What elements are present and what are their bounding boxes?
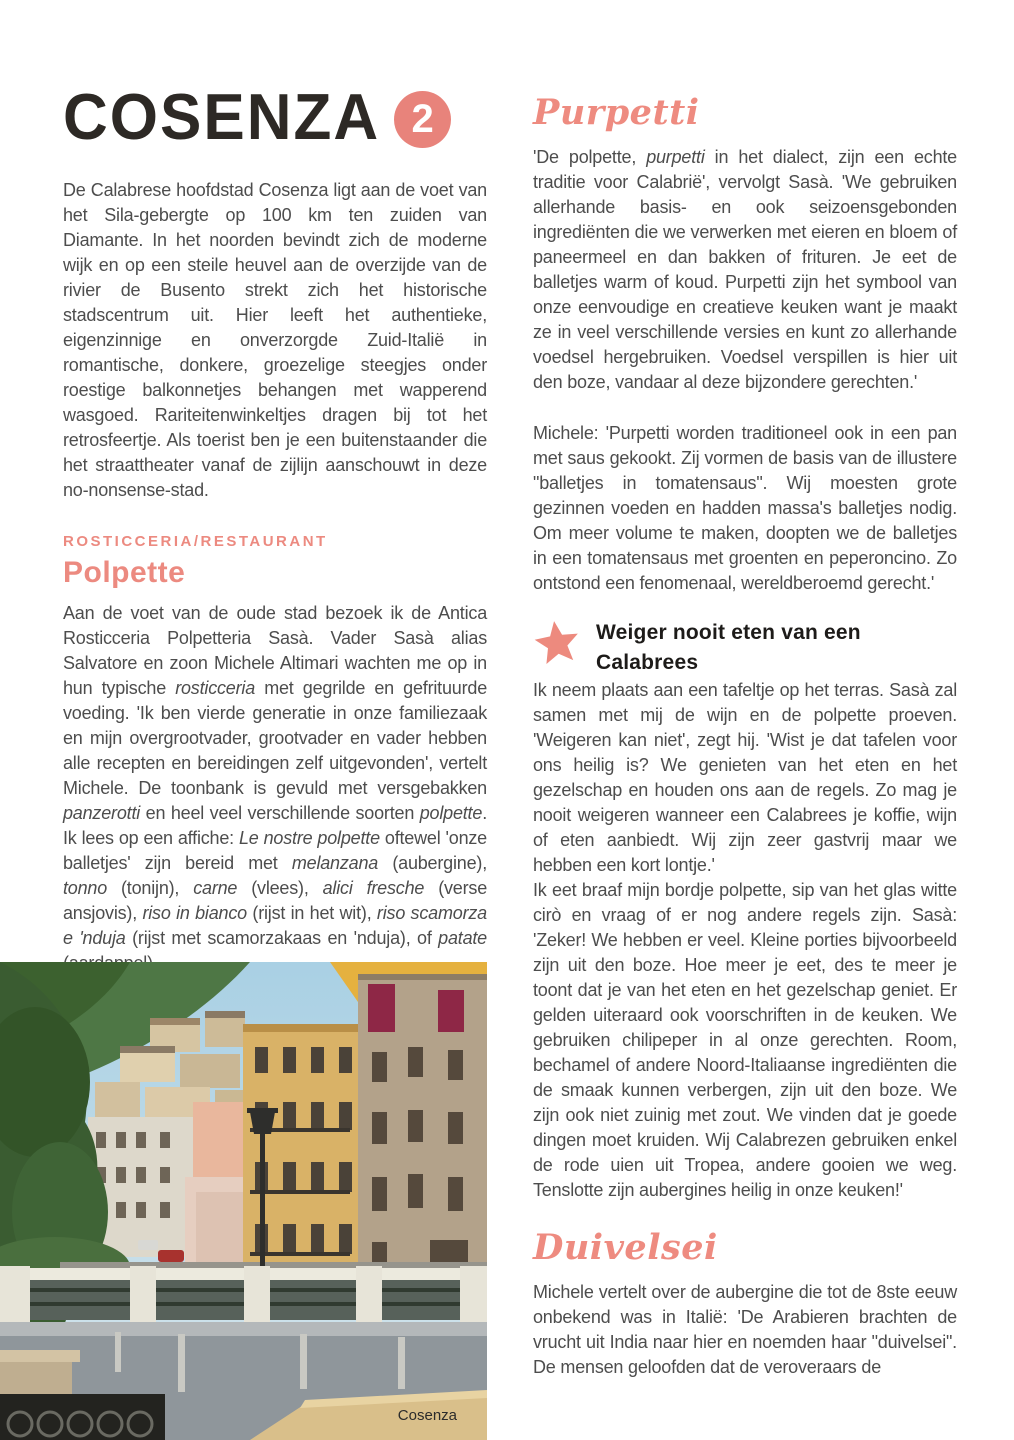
left-column	[63, 178, 487, 976]
purpetti-paragraph-1: 'De polpette, purpetti in het dialect, zijn een echte traditie voor Calabrië', vervolgt Sasà. 'We gebruiken allerhande basis- en ook seizoensgebonden ingrediënten die we verwerken met eieren en bloem of paneermeel en dan bakken of frituren. Je eet de balletjes warm of koud. Purpetti zijn het symbool van onze eenvoudige en creatieve keuken want je maakt ze in veel verschillende versies en kunt zo allerhande voedsel hergebruiken. Voedsel verspillen is hier uit den boze, vandaar al deze bijzondere gerechten.'	[533, 147, 957, 392]
photo-caption: Cosenza	[397, 1407, 457, 1424]
tip-title: Weiger nooit eten van een Calabrees	[596, 621, 861, 674]
polpette-paragraph: Aan de voet van de oude stad bezoek ik de Antica Rosticceria Polpetteria Sasà. Vader Sasà alias Salvatore en zoon Michele Altimari wachten me op in hun typische rosticceria met gegrilde en gefrituurde voeding. 'Ik ben vierde generatie in onze familiezaak en mijn overgrootvader, grootvader en vader hebben alle recepten en bereidingen zelf uitgevonden', vertelt Michele. De toonbank is gevuld met versgebakken panzerotti en heel veel verschillende soorten polpette. Ik lees op een affiche: Le nostre polpette oftewel 'onze balletjes' zijn bereid met melanzana (aubergine), tonno (tonijn), carne (vlees), alici fresche (verse ansjovis), riso in bianco (rijst in het wit), riso scamorza e 'nduja (rijst met scamorzakaas en 'nduja), of patate	[63, 603, 488, 948]
section-title: Polpette	[63, 556, 186, 589]
tip-paragraph-1: Ik neem plaats aan een tafeltje op het terras. Sasà zal samen met mij de wijn en de polpette proeven. 'Weigeren kan niet', zegt hij. 'Wist je dat tafelen voor ons heilig is? We genieten van het eten en het gezelschap en houden ons aan de regels. Zo mag je nooit weigeren wanneer een Calabrees je koffie, wijn of eten aanbiedt. Wij zijn zeer gastvrij maar we hebben een kort lontje.'	[533, 680, 957, 875]
page-title: COSENZA	[63, 81, 381, 154]
section-label: ROSTICCERIA/RESTAURANT	[63, 533, 328, 550]
purpetti-paragraph-2: Michele: 'Purpetti worden traditioneel ook in een pan met saus gekookt. Zij vormen de basis van de illustere "balletjes in tomatensaus". Wij moesten grote gezinnen voeden en hadden massa's balletjes nodig. Om meer volume te maken, doopten we de balletjes in een tomatensaus met groenten en peperoncino. Zo ontstond een fenomenaal, wereldberoemd gerecht.'	[533, 423, 957, 593]
tip-paragraph-2: Ik eet braaf mijn bordje polpette, sip van het glas witte cirò en vraag of er nog andere regels zijn. Sasà: 'Zeker! We hebben er veel. Kleine porties bijvoorbeeld zijn uit den boze. Hoe meer je eet, des te meer je toont dat je van het eten en het gezelschap geniet. Er gelden uiteraard ook voorschriften in de keuken. We gebruiken chilipeper in al onze gerechten. Room, bechamel of andere Noord-Italiaanse ingrediënten die de smaak kunnen verbergen, zijn uit den boze. We zijn ook niet zuinig met zout. We vinden dat je goede dingen moet kruiden. Wij Calabrezen gebruiken enkel de rode uien uit Tropea, andere gooien we weg. Tenslotte zijn aubergines heilig in onze keuken!'	[533, 880, 957, 1200]
masthead	[63, 81, 451, 154]
right-column	[533, 92, 957, 1380]
tip-box	[533, 618, 957, 1203]
duivelsei-heading: Duivelsei	[533, 1227, 718, 1268]
cosenza-photo	[0, 962, 487, 1440]
cosenza-photo-illustration	[0, 962, 487, 1440]
intro-paragraph: De Calabrese hoofdstad Cosenza ligt aan de voet van het Sila-gebergte op 100 km ten zuiden van Diamante. In het noorden bevindt zich de moderne wijk en op een steile heuvel aan de overzijde van de rivier de Busento strekt zich het historische stadscentrum uit. Hier leeft het authentieke, eigenzinnige en onverzorgde Zuid-Italië in romantische, donkere, groezelige steegjes onder roestige balkonnetjes behangen met wapperend wasgoed. Rariteitenwinkeltjes dragen bij tot het retrosfeertje. Als toerist ben je een buitenstaander die het straattheater vanaf de zijlijn aanschouwt in deze no-nonsense-stad.	[63, 180, 487, 500]
star-icon	[533, 618, 581, 670]
chapter-number: 2	[411, 97, 434, 141]
duivelsei-paragraph: Michele vertelt over de aubergine die tot de 8ste eeuw onbekend was in Italië: 'De Arabieren brachten de vrucht uit India naar hier en noemden haar "duivelsei". De mensen geloofden dat de veroveraars de	[533, 1282, 957, 1377]
chapter-number-badge	[394, 91, 451, 148]
purpetti-heading: Purpetti	[533, 92, 700, 133]
